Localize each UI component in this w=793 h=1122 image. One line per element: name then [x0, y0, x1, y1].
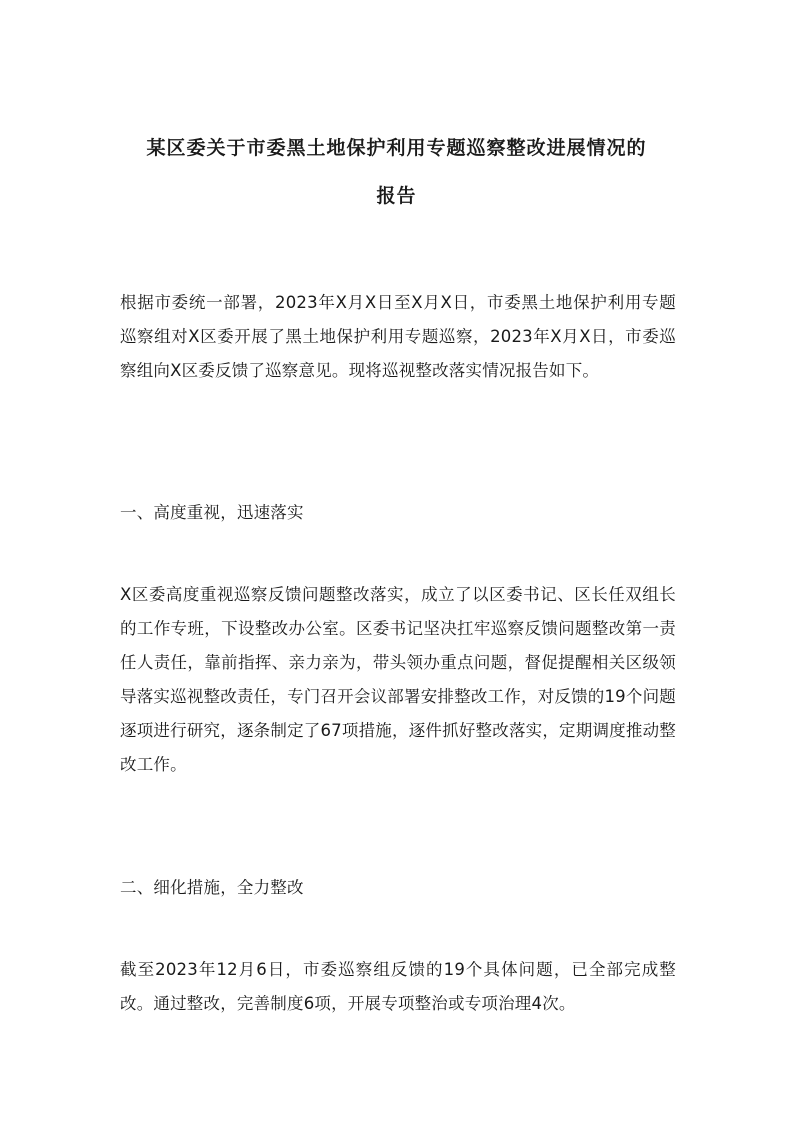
section-2-paragraph: 截至2023年12月6日，市委巡察组反馈的19个具体问题，已全部完成整改。通过整改，完善制度6项，开展专项整治或专项治理4次。 — [120, 960, 676, 1013]
intro-paragraph: 根据市委统一部署，2023年X月X日至X月X日，市委黑土地保护利用专题巡察组对X区委开展了黑土地保护利用专题巡察，2023年X月X日，市委巡察组向X区委反馈了巡察意见。现将巡视整改落实情况报告如下。 — [120, 293, 676, 380]
section-1-heading: 一、高度重视，迅速落实 — [120, 503, 304, 522]
section-1-paragraph: X区委高度重视巡察反馈问题整改落实，成立了以区委书记、区长任双组长的工作专班，下设整改办公室。区委书记坚决扛牢巡察反馈问题整改第一责任人责任，靠前指挥、亲力亲为，带头领办重点问题，督促提醒相关区级领导落实巡视整改责任，专门召开会议部署安排整改工作，对反馈的19个问题逐项进行研究，逐条制定了67项措施，逐件抓好整改落实，定期调度推动整改工作。 — [120, 585, 676, 774]
document-title-line-1: 某区委关于市委黑土地保护利用专题巡察整改进展情况的 — [146, 137, 647, 159]
document-title-line-2: 报告 — [376, 185, 417, 207]
section-2-heading: 二、细化措施，全力整改 — [120, 878, 304, 897]
